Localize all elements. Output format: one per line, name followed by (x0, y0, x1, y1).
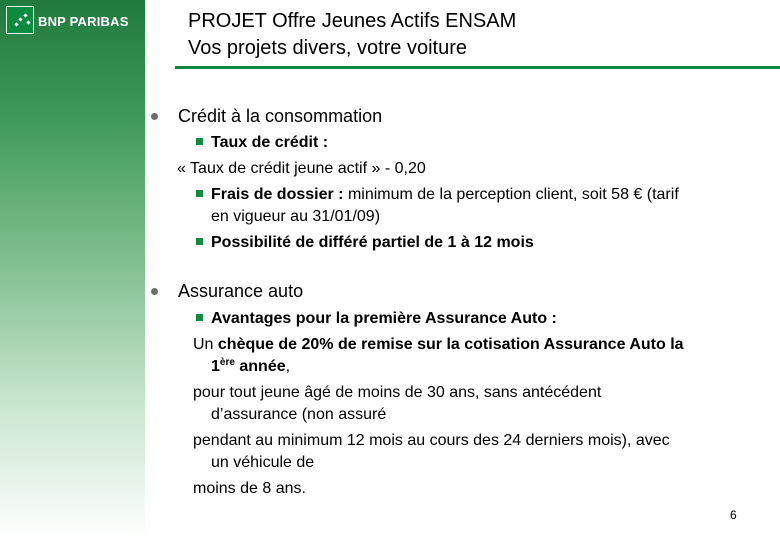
square-bullet (196, 138, 203, 145)
taux-label: Taux de crédit : (211, 134, 329, 151)
slide-title (188, 8, 516, 62)
cheque-line (193, 335, 684, 355)
green-sidebar (0, 0, 145, 540)
premiere-annee-line: 1ère année, (211, 357, 291, 375)
square-bullet (196, 314, 203, 321)
frais-text-cont: en vigueur au 31/01/09) (211, 208, 381, 225)
section-heading-credit: Crédit à la consommation (178, 106, 383, 126)
condition-line-1: pour tout jeune âgé de moins de 30 ans, sans antécédent (193, 384, 602, 401)
condition-line-5: moins de 8 ans. (193, 480, 306, 497)
square-bullet (196, 190, 203, 197)
bullet-dot (151, 288, 158, 295)
bullet-dot (151, 113, 158, 120)
frais-text: minimum de la perception client, soit 58 € (tarif (343, 186, 679, 203)
title-underline (175, 66, 780, 69)
title-line-2: Vos projets divers, votre voiture (188, 37, 468, 59)
differe-text: Possibilité de différé partiel de 1 à 12 mois (211, 234, 534, 251)
frais-label: Frais de dossier : (211, 186, 344, 203)
frais-line (211, 185, 679, 205)
page-number: 6 (730, 508, 737, 522)
condition-line-3: pendant au minimum 12 mois au cours des 24 derniers mois), avec (193, 432, 670, 449)
bnp-paribas-logo-icon (6, 6, 34, 34)
square-bullet (196, 238, 203, 245)
condition-line-4: un véhicule de (211, 454, 315, 471)
cheque-bold: chèque de 20% de remise sur la cotisation Assurance Auto la (217, 336, 684, 353)
brand-logo-text: BNP PARIBAS (38, 14, 129, 29)
condition-line-2: d’assurance (non assuré (211, 406, 387, 423)
title-line-1: PROJET Offre Jeunes Actifs ENSAM (188, 10, 517, 32)
taux-value: « Taux de crédit jeune actif » - 0,20 (177, 160, 426, 177)
section-heading-assurance: Assurance auto (178, 281, 304, 301)
cheque-prefix: Un (193, 336, 218, 353)
avantages-text: Avantages pour la première Assurance Auto : (211, 310, 557, 327)
